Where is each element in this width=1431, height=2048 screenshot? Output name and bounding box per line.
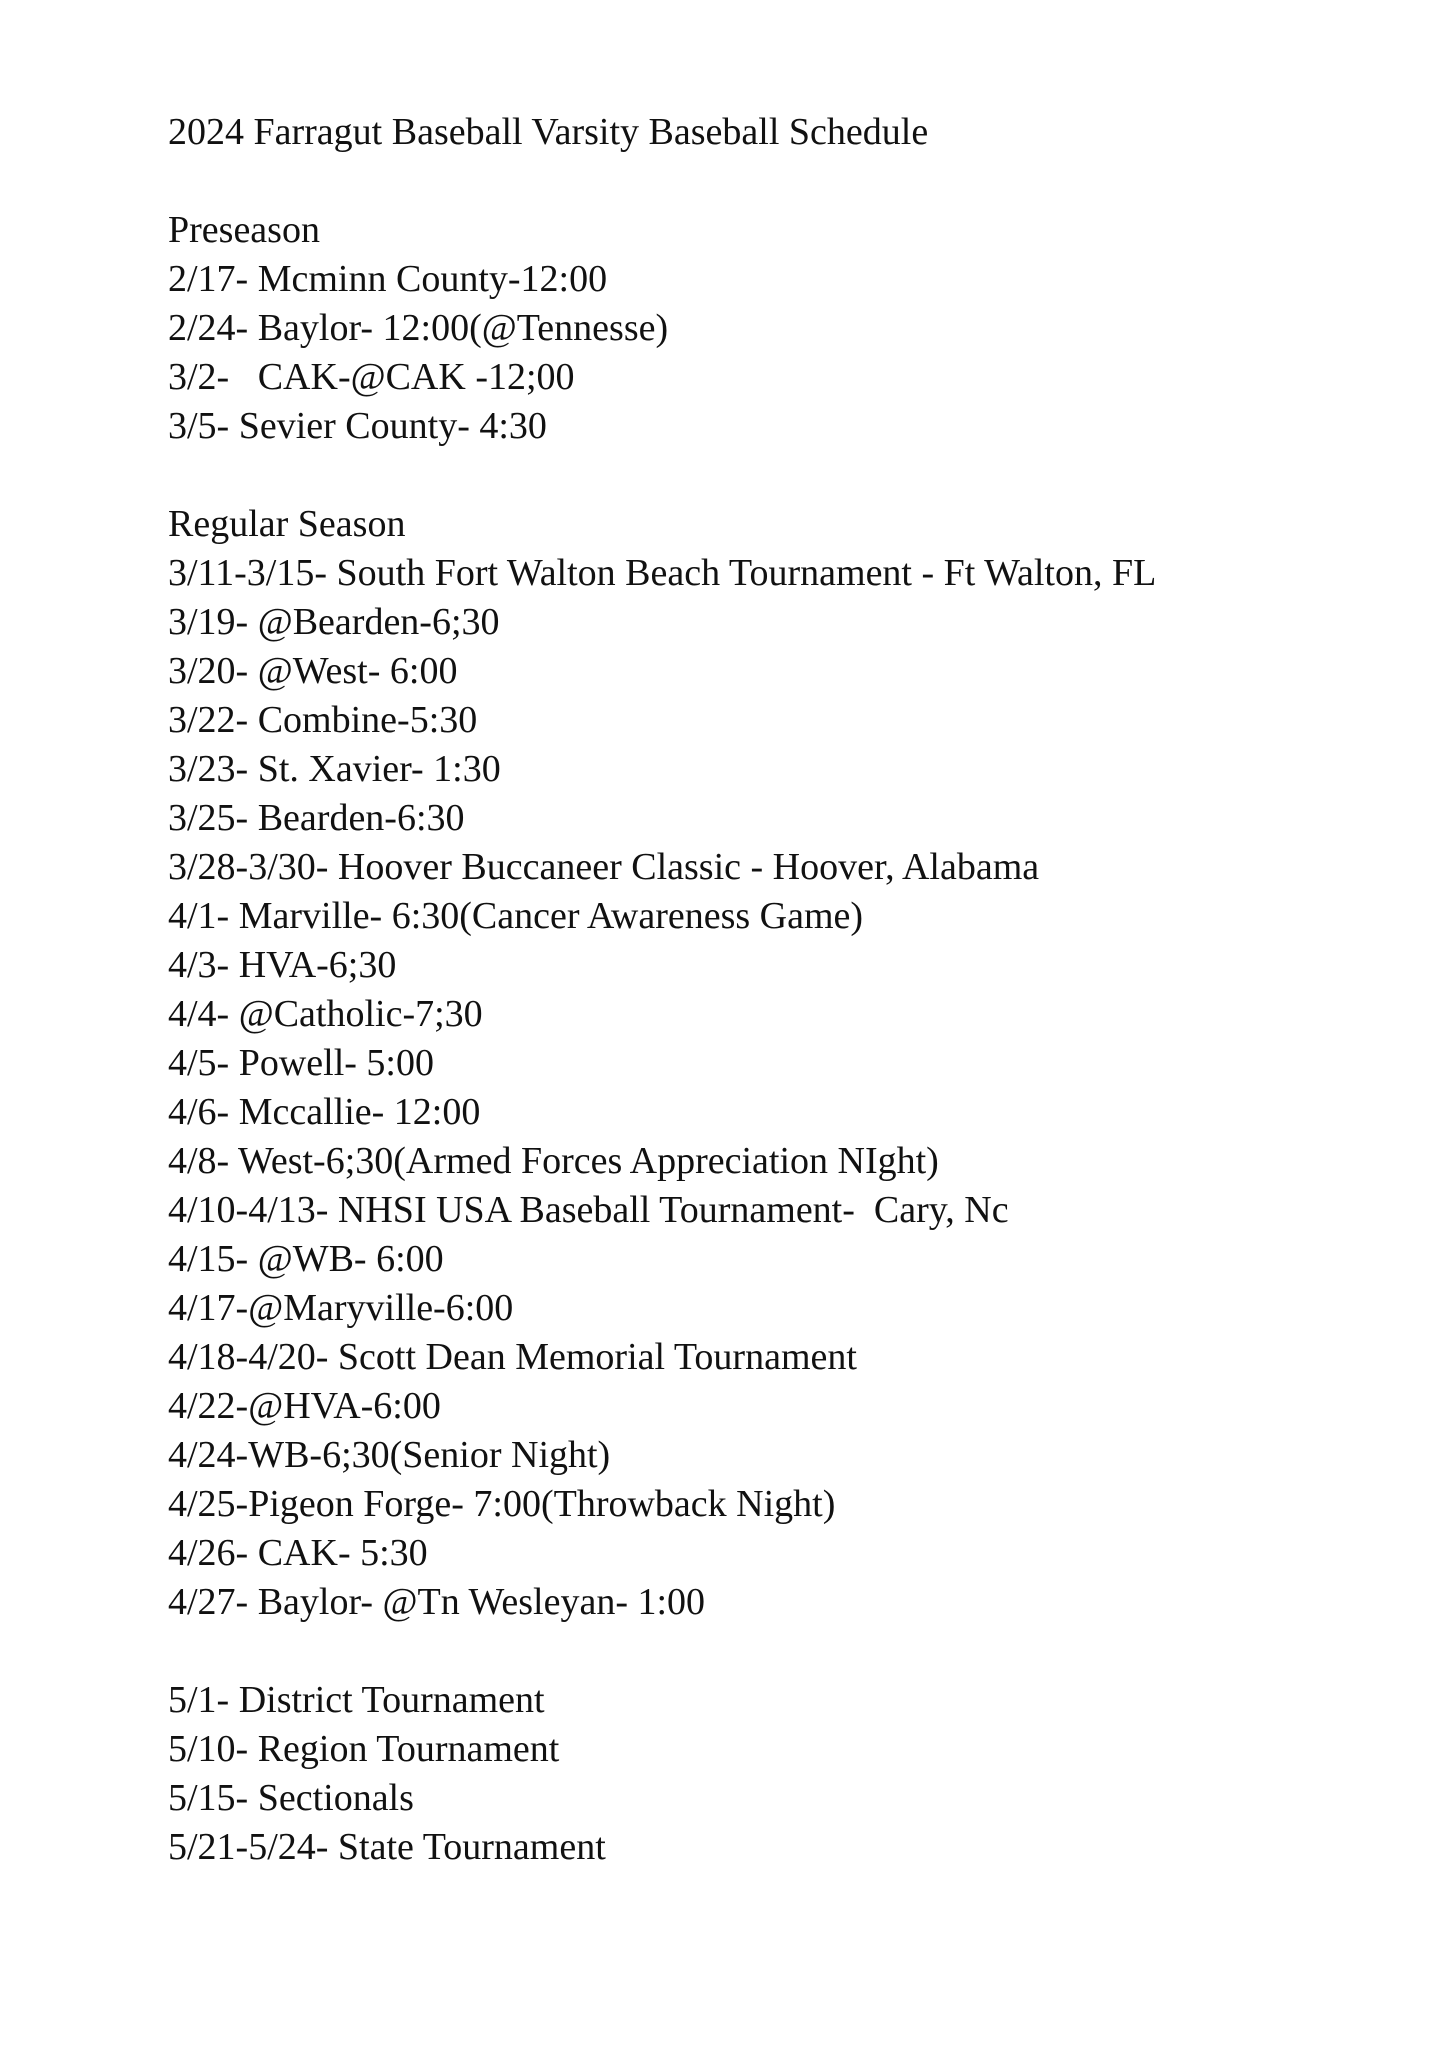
postseason-list [168,1676,1288,1872]
schedule-entry: 3/22- Combine-5:30 [168,699,478,741]
schedule-entry: 4/24-WB-6;30(Senior Night) [168,1434,611,1476]
regular-season-list [168,549,1288,1627]
schedule-entry: 4/4- @Catholic-7;30 [168,993,483,1035]
schedule-entry: 3/2- CAK-@CAK -12;00 [168,356,575,398]
schedule-entry: 2/17- Mcminn County-12:00 [168,258,608,300]
page-title: 2024 Farragut Baseball Varsity Baseball Schedule [168,111,929,153]
schedule-entry: 2/24- Baylor- 12:00(@Tennesse) [168,307,669,349]
schedule-entry: 4/8- West-6;30(Armed Forces Appreciation NIght) [168,1140,939,1182]
schedule-entry: 4/17-@Maryville-6:00 [168,1287,514,1329]
schedule-entry: 5/10- Region Tournament [168,1728,560,1770]
schedule-entry: 5/21-5/24- State Tournament [168,1826,606,1868]
preseason-list [168,255,1288,451]
schedule-entry: 3/28-3/30- Hoover Buccaneer Classic - Hoover, Alabama [168,846,1040,888]
schedule-entry: 5/1- District Tournament [168,1679,545,1721]
schedule-entry: 4/1- Marville- 6:30(Cancer Awareness Game) [168,895,864,937]
schedule-entry: 4/15- @WB- 6:00 [168,1238,444,1280]
schedule-entry: 4/27- Baylor- @Tn Wesleyan- 1:00 [168,1581,706,1623]
schedule-entry: 3/25- Bearden-6:30 [168,797,465,839]
schedule-document [168,108,1288,1872]
schedule-entry: 3/20- @West- 6:00 [168,650,458,692]
schedule-entry: 4/22-@HVA-6:00 [168,1385,441,1427]
schedule-entry: 3/19- @Bearden-6;30 [168,601,500,643]
section-heading-regular-season: Regular Season [168,503,406,545]
schedule-entry: 4/26- CAK- 5:30 [168,1532,428,1574]
section-spacer [168,451,1288,500]
section-spacer [168,1627,1288,1676]
schedule-entry: 4/3- HVA-6;30 [168,944,397,986]
schedule-entry: 4/25-Pigeon Forge- 7:00(Throwback Night) [168,1483,836,1525]
schedule-entry: 4/5- Powell- 5:00 [168,1042,434,1084]
schedule-entry: 4/6- Mccallie- 12:00 [168,1091,481,1133]
schedule-entry: 3/5- Sevier County- 4:30 [168,405,547,447]
schedule-entry: 5/15- Sectionals [168,1777,414,1819]
schedule-entry: 4/18-4/20- Scott Dean Memorial Tournament [168,1336,857,1378]
schedule-entry: 4/10-4/13- NHSI USA Baseball Tournament- Cary, Nc [168,1189,1009,1231]
section-heading-preseason: Preseason [168,209,320,251]
schedule-entry: 3/11-3/15- South Fort Walton Beach Tournament - Ft Walton, FL [168,552,1157,594]
schedule-entry: 3/23- St. Xavier- 1:30 [168,748,501,790]
